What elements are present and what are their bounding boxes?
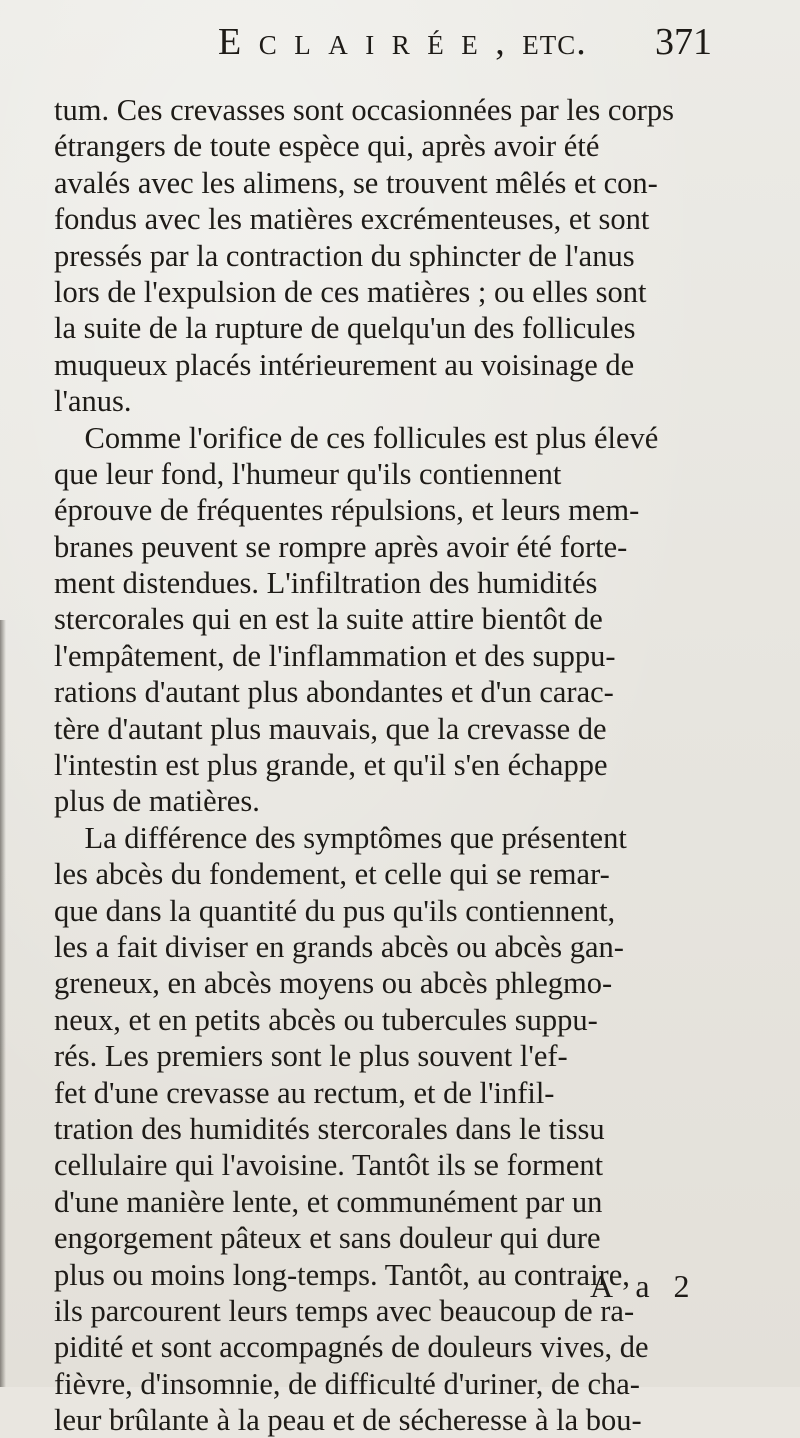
text-line: que leur fond, l'humeur qu'ils contiennent [54, 456, 562, 491]
text-line: tration des humidités stercorales dans le tissu [54, 1111, 605, 1146]
body-text [54, 92, 704, 1438]
text-line: l'anus. [54, 384, 132, 419]
text-line: que dans la quantité du pus qu'ils contiennent, [54, 893, 616, 928]
text-line: leur brûlante à la peau et de sécheresse à la bou- [54, 1403, 642, 1438]
text-line: avalés avec les alimens, se trouvent mêlés et con- [54, 165, 658, 200]
text-line: étrangers de toute espèce qui, après avoir été [54, 129, 600, 164]
text-line: cellulaire qui l'avoisine. Tantôt ils se forment [54, 1148, 604, 1183]
text-line: rations d'autant plus abondantes et d'un carac- [54, 675, 614, 710]
text-line: engorgement pâteux et sans douleur qui dure [54, 1221, 601, 1256]
text-line: fet d'une crevasse au rectum, et de l'infil- [54, 1075, 555, 1110]
text-line: La différence des symptômes que présentent [54, 820, 627, 855]
text-line: ils parcourent leurs temps avec beaucoup de ra- [54, 1293, 635, 1328]
text-line: rés. Les premiers sont le plus souvent l'ef- [54, 1039, 568, 1074]
text-line: d'une manière lente, et communément par un [54, 1184, 603, 1219]
text-line: pidité et sont accompagnés de douleurs vives, de [54, 1330, 649, 1365]
text-line: tère d'autant plus mauvais, que la crevasse de [54, 711, 607, 746]
text-line: ment distendues. L'infiltration des humidités [54, 566, 598, 601]
text-line: plus ou moins long-temps. Tantôt, au contraire, [54, 1257, 630, 1292]
text-line: plus de matières. [54, 784, 260, 819]
text-line: la suite de la rupture de quelqu'un des follicules [54, 311, 636, 346]
text-line: Comme l'orifice de ces follicules est plus élevé [54, 420, 659, 455]
text-line: branes peuvent se rompre après avoir été forte- [54, 529, 628, 564]
page-header [0, 0, 800, 84]
running-title-suffix: etc. [522, 21, 587, 63]
running-title [218, 20, 587, 64]
text-line: greneux, en abcès moyens ou abcès phlegmo- [54, 966, 613, 1001]
text-line: muqueux placés intérieurement au voisinage de [54, 347, 635, 382]
text-line: fièvre, d'insomnie, de difficulté d'uriner, de cha- [54, 1366, 640, 1401]
text-line: les abcès du fondement, et celle qui se remar- [54, 857, 610, 892]
signature-mark: A a 2 [590, 1268, 698, 1304]
text-line: pressés par la contraction du sphincter de l'anus [54, 238, 635, 273]
text-line: éprouve de fréquentes répulsions, et leurs mem- [54, 493, 640, 528]
text-line: les a fait diviser en grands abcès ou abcès gan- [54, 929, 624, 964]
page-footer [0, 1268, 800, 1308]
text-line: l'intestin est plus grande, et qu'il s'en échappe [54, 748, 608, 783]
text-line: tum. Ces crevasses sont occasionnées par les corps [54, 93, 674, 127]
page-number: 371 [655, 21, 712, 63]
text-line: l'empâtement, de l'inflammation et des suppu- [54, 638, 616, 673]
text-line: neux, et en petits abcès ou tubercules suppu- [54, 1002, 598, 1037]
running-title-text: E c l a i r é e , [218, 21, 509, 63]
text-line: lors de l'expulsion de ces matières ; ou elles sont [54, 274, 647, 309]
text-line: stercorales qui en est la suite attire bientôt de [54, 602, 603, 637]
text-line: fondus avec les matières excrémenteuses, et sont [54, 202, 650, 237]
